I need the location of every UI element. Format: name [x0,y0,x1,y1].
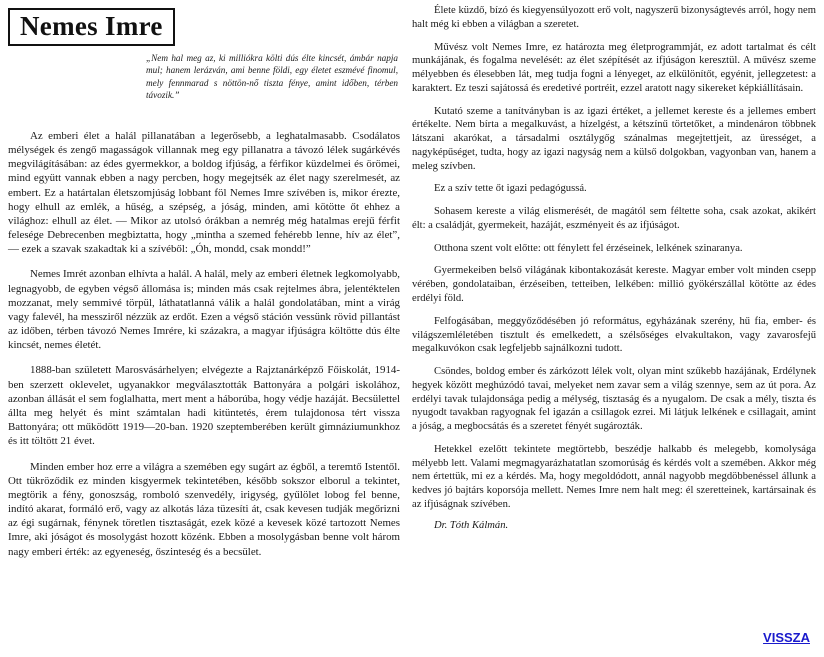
paragraph: Felfogásában, meggyőződésében jó református, egyházának szerény, hű fia, ember- és világszemléletében tisztult és emelkedett, a szélsőséges elvakultakon, vagy zavarosfejű megalkuvókon csak legfeljebb sajnálkozni tudott. [412,315,816,355]
paragraph: Kutató szeme a tanítványban is az igazi értéket, a jellemet kereste és a jellemes embert értékelte. Nem bírta a megalkuvást, a hízelgést, a kétszínű törtetőket, a mindenáron többnek látszani akarókat, a társadalmi osztálygőg szánalmas megejtettjeit, az ürességet, a nagyképűséget, tudta, hogy az igazi nagyság nem a külső dolgokban, vagyonban van, hanem a meleg szívben. [412,105,816,172]
paragraph: Élete küzdő, bízó és kiegyensúlyozott erő volt, nagyszerű bizonyságtevés arról, hogy nem halt még ki ebben a világban a szeretet. [412,5,816,30]
paragraph: Minden ember hoz erre a világra a szemében egy sugárt az égből, a teremtő Istentől. Ott tükröződik ez minden kisgyermek tekintetében, később sokszor elborul a tekintet, megtörik a fény, gonoszság, romboló szenvedély, irigység, gyűlölet lobog fel benne, indító akarat, formáló erő, vagy az alkotás láza tüzesíti át, csak kevesen tudják megőrizni az égi sugárnak, fénynek töretlen tisztaságát, ezek közé a kevesek közé tartozott Nemes Imre, aki jóságot és mosolygást hozott közénk. Ebben a mosolygásban benne volt három nagy emberi érték: az egyeneség, őszinteség és a becsület. [8,460,400,558]
paragraph: 1888-ban született Marosvásárhelyen; elvégezte a Rajztanárképző Főiskolát, 1914-ben szerzett oklevelet, ugyanakkor megválasztották Battonyára a polgári iskolához, azonban állását el sem foglalhatta, mert ment a háborúba, hogy védje hazáját. Becsülettel állta meg helyét és mint számtalan hadi kitüntetés, érem tulajdonosa tért vissza Battonyára; ott működött 1919—20-ban. 1920 szeptemberében került gimnáziumunkhoz és itt töltött 21 évet. [8,364,400,448]
paragraph: Gyermekeiben belső világának kibontakozását kereste. Magyar ember volt minden csepp vérében, gondolataiban, érzéseiben, tetteiben, lelkében: millió gyökérszállal kötötte az édes erdélyi föld. [412,265,816,305]
paragraph: Nemes Imrét azonban elhívta a halál. A halál, mely az emberi életnek legkomolyabb, legnagyobb, de egyben végső állomása is; minden más csak rejtelmes ábra, jelentéktelen mozzanat, mely semmivé törpül, láthatatlanná válik a halál gondolatában, mint a virág vagy falevél, ha messziről nézzük az erdőt. Ezen a végső stáción vessünk rövid pillantást az időben, térben távozó Nemes Imrére, ki százakra, a magyar ifjúságra költötte dús élte kincsét, nemes életét. [8,268,400,352]
motto-quote: „Nem hal meg az, ki milliókra költi dús élte kincsét, ámbár napja mul; hanem lerázván, ami benne földi, egy életet eszmévé finomul, mely fennmarad s nöttön-nő tiszta fénye, amint időben, térben távozik.” [146,53,398,100]
paragraph: Művész volt Nemes Imre, ez határozta meg életprogrammját, ez adott tartalmat és célt munkájának, és fogalma nevelését: az élet szépítését az ifjúságon keresztül. A művész szeme mélyebben és élesebben lát, meg tudja fogni a lényeget, az elkülönítőt, egyénit, jellegzetest: a karaktert. Ez teszi sajátossá és eredetivé portréit, ezzel aratott nagy sikereket képkiállításain. [412,41,816,94]
author-signature: Dr. Tóth Kálmán. [434,519,509,531]
paragraph: Sohasem kereste a világ elismerését, de magától sem féltette soha, csak azokat, akikért élt: a családját, gyermekeit, hazáját, eszményeit és az ifjúságot. [412,206,816,231]
left-column [8,8,400,559]
back-link[interactable]: VISSZA [763,630,810,645]
paragraph: Az emberi élet a halál pillanatában a legerősebb, a leghatalmasabb. Csodálatos mélységek és zengő magasságok villannak meg egy pillanatra a távozó lélek sugárkévés megvilágításában: az édes gyermekkor, a boldog ifjúság, a férfikor küzdelmei és örömei, mind együtt vannak ebben a nagy percben, hogy megejtsék az élet nagy szerelmesét, az embert. Ez a határtalan életszomjúság lobbant föl Nemes Imre szívében is, mikor érezte, hogy elhull az emlék, a hűség, a szépség, a jóság, minden, ami kötötte őt ehhez a világhoz: elhull az élet. — Mikor az utolsó órákban a nemrég még hatalmas erejű férfit felesége Debrecenben megbiztatta, hogy „mintha a szemed fehérebb lenne, hív az élet”, — ezek a szavak szakadtak ki a szívéből: „Óh, mondd, csak mondd!” [8,129,400,256]
paragraph: Csöndes, boldog ember és zárkózott lélek volt, olyan mint szűkebb hazájának, Erdélynek hegyek között meghúzódó tavai, melyeket nem zavar sem a világ szennye, sem az út pora. Az erdélyi tavak tulajdonsága pedig a mélység, tisztaság és a nyugalom. De csak a mély, tiszta és nyugodt tavakban ragyognak fel igazán a csillagok ezrei. Mi látjuk lelkének e csillagait, amint a jóság, a megbocsátás és a szeretet fényét sugározták. [412,366,816,433]
right-column [412,4,816,531]
paragraph: Hetekkel ezelőtt tekintete megtörtebb, beszédje halkabb és melegebb, komolysága mélyebb lett. Valami megmagyarázhatatlan szomorúság és kérdés volt a szemében. Akkor még nem értettük, mi ez a kérdés. Ma, hogy megoldódott, annál nagyobb megdöbbenéssel állunk a kedves jó bajtárs koporsója mellett. Nemes Imre nem halt meg: él szeretteinek, kartársainak és az ifjúságnak szívében. [412,443,816,510]
paragraph: Otthona szent volt előtte: ott fénylett fel érzéseinek, lelkének szinaranya. [434,242,743,254]
page-title: Nemes Imre [8,8,175,46]
paragraph: Ez a szív tette őt igazi pedagógussá. [434,183,587,195]
